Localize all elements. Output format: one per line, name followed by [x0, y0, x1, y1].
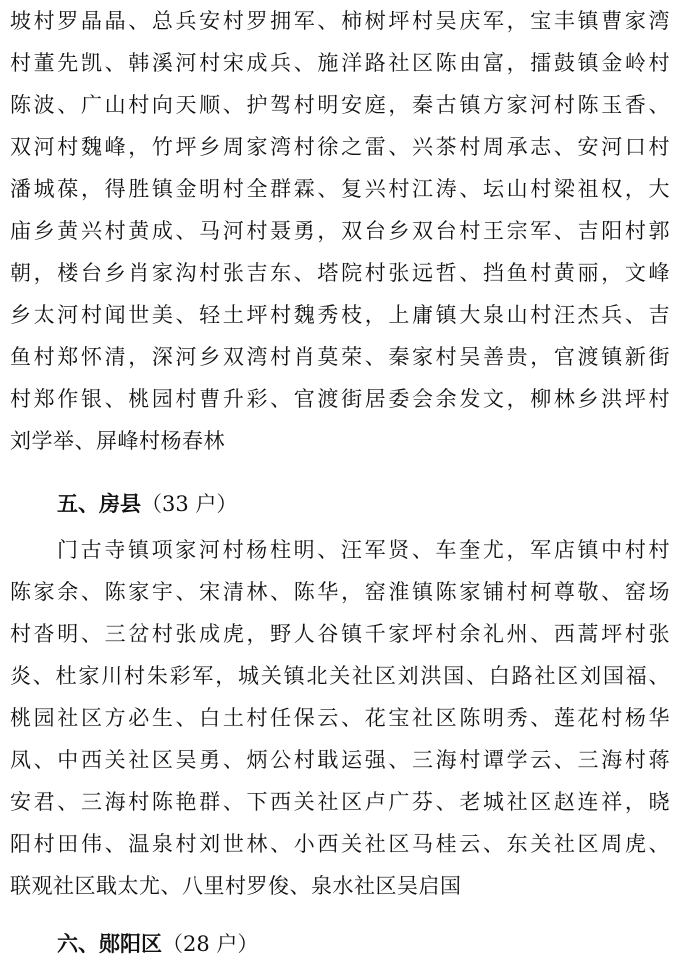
text-line: 庙乡黄兴村黄成、马河村聂勇，双台乡双台村王宗军、吉阳村郭	[10, 219, 670, 243]
text-line: 安君、三海村陈艳群、下西关社区卢广芬、老城社区赵连祥，晓	[10, 790, 670, 814]
section-title: 六、郧阳区	[57, 932, 162, 956]
text-line: 陈家余、陈家宇、宋清林、陈华，窑淮镇陈家铺村柯尊敬、窑场	[10, 580, 670, 604]
text-line: 刘学举、屏峰村杨春林	[10, 429, 225, 453]
text-line: 乡太河村闻世美、轻土坪村魏秀枝，上庸镇大泉山村汪杰兵、吉	[10, 303, 670, 327]
text-line: 坡村罗晶晶、总兵安村罗拥军、柿树坪村吴庆军，宝丰镇曹家湾	[10, 9, 670, 33]
text-line: 村沓明、三岔村张成虎，野人谷镇千家坪村余礼州、西蒿坪村张	[10, 622, 670, 646]
text-line: 潘城葆，得胜镇金明村全群霖、复兴村江涛、坛山村梁祖权，大	[10, 177, 670, 201]
text-line: 鱼村郑怀清，深河乡双湾村肖莫荣、秦家村吴善贵，官渡镇新街	[10, 345, 670, 369]
text-line: 阳村田伟、温泉村刘世林、小西关社区马桂云、东关社区周虎、	[10, 832, 670, 856]
text-line: 联观社区戢太尤、八里村罗俊、泉水社区吴启国	[10, 874, 462, 898]
text-line: 凤、中西关社区吴勇、炳公村戢运强、三海村谭学云、三海村蒋	[10, 748, 670, 772]
text-line: 双河村魏峰，竹坪乡周家湾村徐之雷、兴茶村周承志、安河口村	[10, 135, 670, 159]
household-count: （33 户）	[141, 492, 238, 516]
household-count: （28 户）	[162, 932, 259, 956]
text-line: 桃园社区方必生、白土村任保云、花宝社区陈明秀、莲花村杨华	[10, 706, 670, 730]
text-line: 村董先凯、韩溪河村宋成兵、施洋路社区陈由富，擂鼓镇金岭村	[10, 51, 670, 75]
section-heading-yunyang	[57, 929, 258, 959]
text-line: 朝，楼台乡肖家沟村张吉东、塔院村张远哲、挡鱼村黄丽，文峰	[10, 261, 670, 285]
text-line: 炎、杜家川村朱彩军，城关镇北关社区刘洪国、白路社区刘国福、	[10, 664, 670, 688]
text-line: 村郑作银、桃园村曹升彩、官渡街居委会余发文，柳林乡洪坪村	[10, 387, 670, 411]
section-heading-fangxian	[57, 489, 237, 519]
section-title: 五、房县	[57, 492, 141, 516]
text-line: 门古寺镇项家河村杨柱明、汪军贤、车奎尤，军店镇中村村	[57, 538, 670, 562]
text-line: 陈波、广山村向天顺、护驾村明安庭，秦古镇方家河村陈玉香、	[10, 93, 670, 117]
